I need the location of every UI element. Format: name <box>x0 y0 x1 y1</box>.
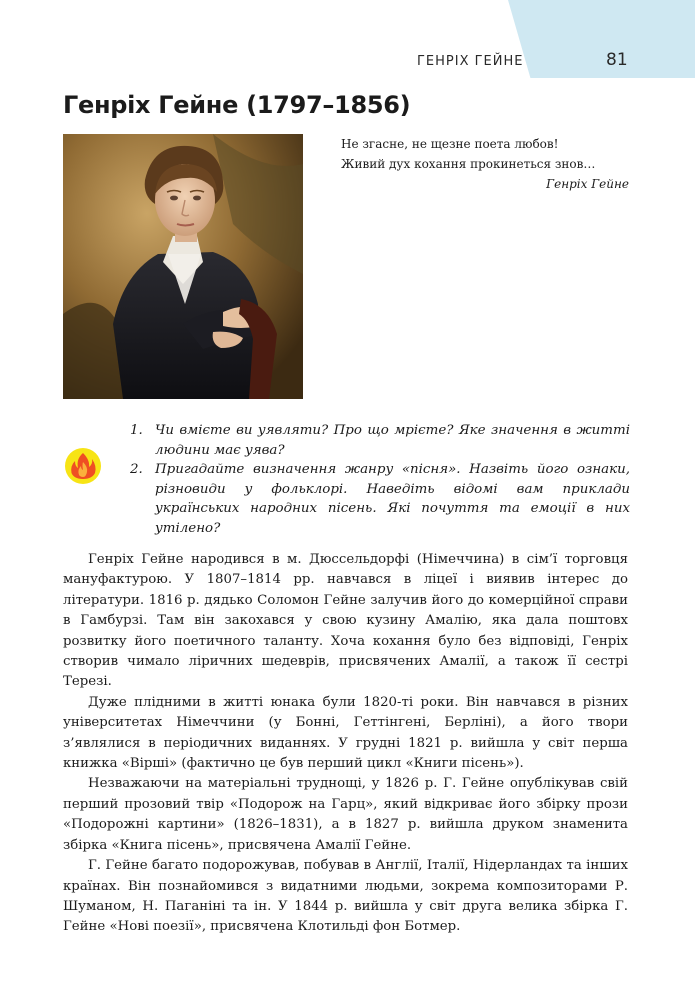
paragraph: Дуже плідними в житті юнака були 1820-ті роки. Він навчався в різних університетах Німеччини (у Бонні, Геттінгені, Берліні), а його твори з’являлися в періодичних виданнях. У грудні 1821 р. вийшла у світ перша книжка «Вірші» (фактично це був перший цикл «Книги пісень»). <box>63 694 628 772</box>
question-item <box>130 460 630 538</box>
paragraph: Незважаючи на матеріальні труднощі, у 1826 р. Г. Гейне опублікував свій перший прозовий твір «Подорож на Гарц», який відкриває його збірку прози «Подорожні картини» (1826–1831), а в 1827 р. вийшла друком знаменита збірка «Книга пісень», присвячена Амалії Гейне. <box>63 776 628 853</box>
epigraph-line: Живий дух кохання прокинеться знов… <box>341 157 596 171</box>
fire-icon <box>64 447 102 485</box>
portrait-image <box>63 134 303 399</box>
question-text: Пригадайте визначення жанру «пісня». Назвіть його ознаки, різновиди у фольклорі. Наведіть відомі вам приклади українських народних пісень. Які почуття та емоції в них утілено? <box>155 462 630 536</box>
body-text <box>63 550 628 938</box>
paragraph: Г. Гейне багато подорожував, побував в Англії, Італії, Нідерландах та інших країнах. Він познайомився з видатними людьми, зокрема композиторами Р. Шуманом, Н. Паганіні та ін. У 1844 р. вийшла у світ друга велика збірка Г. Гейне «Нові поезії», присвячена Клотильді фон Ботмер. <box>63 858 628 935</box>
question-number: 2. <box>130 462 143 478</box>
paragraph: Генріх Гейне народився в м. Дюссельдорфі (Німеччина) в сім’ї торговця мануфактурою. У 1807–1814 рр. навчався в ліцеї і виявив інтерес до літератури. 1816 р. дядько Соломон Гейне залучив його до комерційної справи в Гамбурзі. Там він закохався у свою кузину Амалію, яка дала поштовх розвитку його поетичного таланту. Хоча кохання було без відповіді, Генріх створив чимало ліричних шедеврів, присвячених Амалії, а також її сестрі Терезі. <box>63 552 628 690</box>
question-number: 1. <box>130 423 143 438</box>
portrait-illustration <box>63 134 303 399</box>
question-item <box>130 421 630 460</box>
epigraph <box>341 134 629 194</box>
question-text: Чи вмієте ви уявляти? Про що мрієте? Яке значення в житті людини має уява? <box>155 423 630 458</box>
epigraph-line: Не згасне, не щезне поета любов! <box>341 137 559 151</box>
running-head: ГЕНРІХ ГЕЙНЕ <box>417 54 524 69</box>
questions-list <box>130 421 630 539</box>
page-number: 81 <box>606 50 628 70</box>
page-title: Генріх Гейне (1797–1856) <box>63 91 411 119</box>
epigraph-author: Генріх Гейне <box>546 177 629 191</box>
